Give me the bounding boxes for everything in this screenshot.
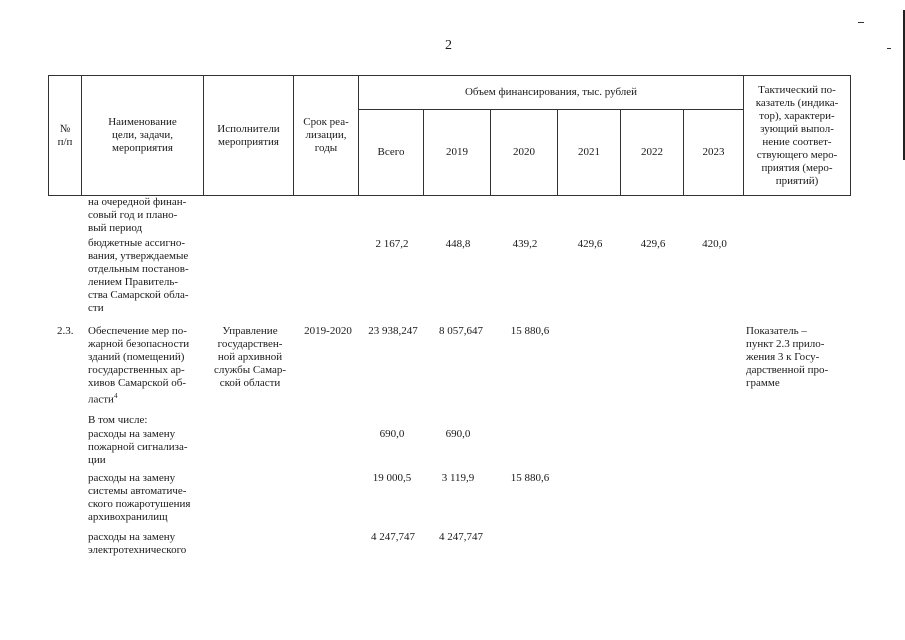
header-year: 2020 <box>491 110 558 196</box>
row-2-3-text: Обеспечение мер по- жарной безопасности зданий (помещений) государственных ар- хивов Самарской об- ласти$^4$ <box>88 325 190 406</box>
header-year: 2022 <box>621 110 684 196</box>
electrical-total: 4 247,747 <box>371 531 415 543</box>
scan-mark <box>858 22 864 23</box>
table-header <box>48 75 851 196</box>
header-name: Наименование цели, задачи, мероприятия <box>82 76 204 196</box>
allocations-2019: 448,8 <box>445 238 471 250</box>
header-financing: Объем финансирования, тыс. рублей <box>359 76 744 110</box>
row-2-3-total: 23 938,247 <box>368 325 418 337</box>
allocations-2022: 429,6 <box>640 238 666 250</box>
header-num: № п/п <box>49 76 82 196</box>
row-2-3-term: 2019-2020 <box>304 325 352 337</box>
alarm-total: 690,0 <box>379 428 405 440</box>
allocations-2023: 420,0 <box>702 238 727 250</box>
footnote-mark: 4 <box>113 392 118 400</box>
header-year: 2023 <box>684 110 744 196</box>
header-total: Всего <box>359 110 424 196</box>
scan-mark <box>887 48 891 49</box>
row-number: 2.3. <box>57 325 74 337</box>
including-label: В том числе: <box>88 414 148 426</box>
alarm-text: расходы на замену пожарной сигнализа- ции <box>88 428 188 466</box>
header-executors: Исполнители мероприятия <box>204 76 294 196</box>
extinguishing-2020: 15 880,6 <box>510 472 550 484</box>
alarm-2019: 690,0 <box>445 428 471 440</box>
row-2-3-indicator: Показатель – пункт 2.3 прило- жения 3 к Госу- дарственной про- грамме <box>746 325 829 389</box>
continuation-text: на очередной финан- совый год и плано- вый период <box>88 196 187 234</box>
extinguishing-total: 19 000,5 <box>372 472 412 484</box>
header-term: Срок реа- лизации, годы <box>294 76 359 196</box>
row-2-3-2019: 8 057,647 <box>439 325 483 337</box>
page-number: 2 <box>445 38 452 53</box>
header-year: 2019 <box>424 110 491 196</box>
row-2-3-2020: 15 880,6 <box>510 325 550 337</box>
electrical-text: расходы на замену электротехнического <box>88 531 187 556</box>
allocations-total: 2 167,2 <box>375 238 409 250</box>
extinguishing-text: расходы на замену системы автоматиче- ского пожаротушения архивохранилищ <box>88 472 191 523</box>
header-indicator: Тактический по- казатель (индика- тор), характери- зующий выпол- нение соответ- ствующего меро- приятия (меро- приятий) <box>744 76 851 196</box>
allocations-2020: 439,2 <box>512 238 538 250</box>
row-2-3-executor: Управление государствен- ной архивной службы Самар- ской области <box>213 325 287 389</box>
header-year: 2021 <box>558 110 621 196</box>
extinguishing-2019: 3 119,9 <box>441 472 475 484</box>
electrical-2019: 4 247,747 <box>439 531 483 543</box>
allocations-2021: 429,6 <box>577 238 603 250</box>
allocations-text: бюджетные ассигно- вания, утверждаемые отдельным постанов- лением Правитель- ства Самарской обла- сти <box>88 237 189 314</box>
